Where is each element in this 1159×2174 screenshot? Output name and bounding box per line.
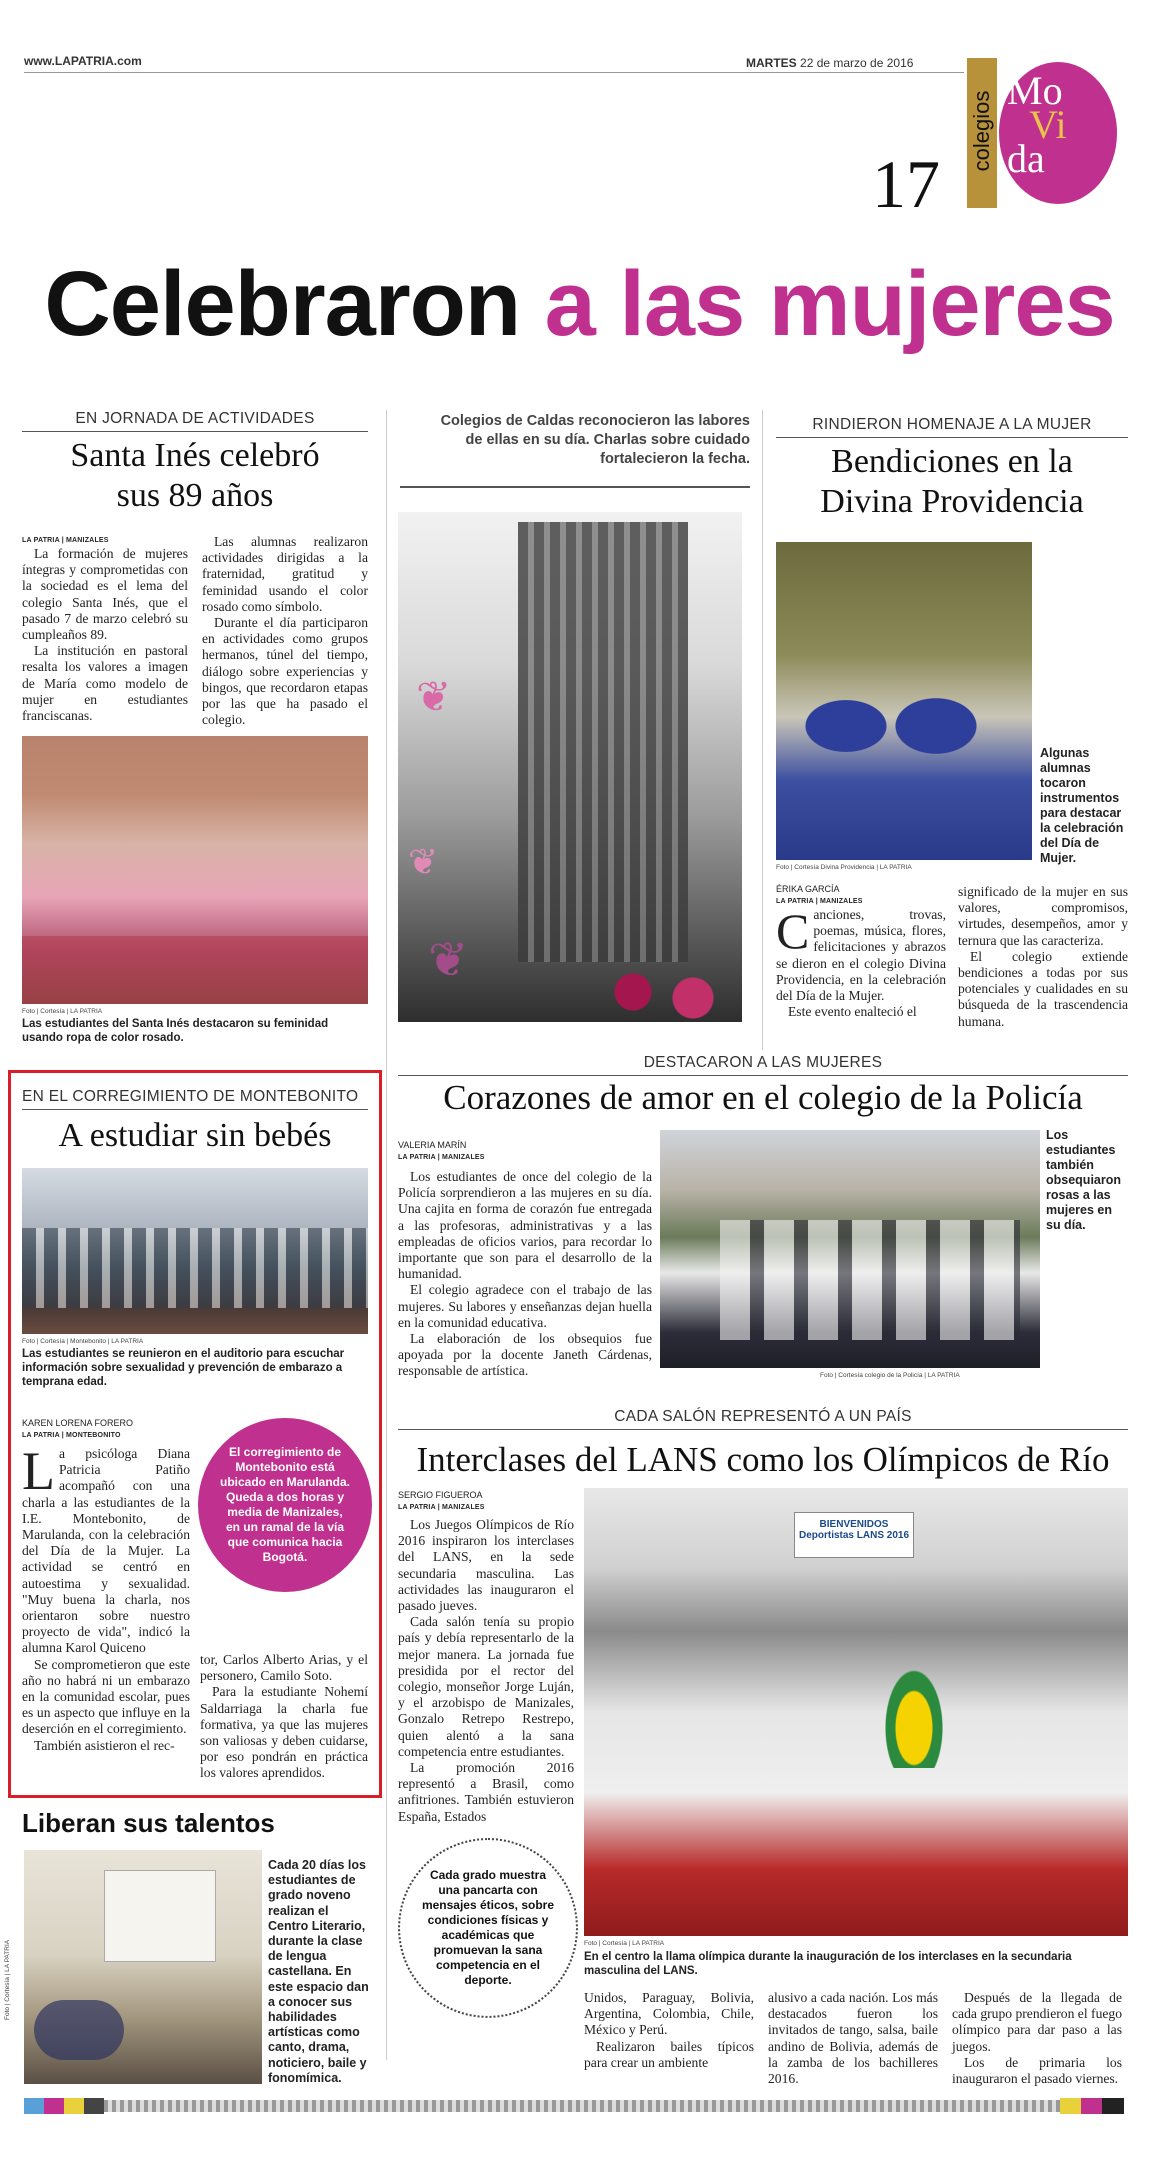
talentos-credit: Foto | Cortesía | LA PATRIA (4, 1939, 11, 2020)
header-rule (24, 72, 964, 73)
montebonito-kicker-rule (22, 1109, 368, 1110)
policia-article (398, 1054, 1128, 1118)
montebonito-headline: A estudiar sin bebés (58, 1117, 332, 1154)
lans-photo (584, 1488, 1128, 1936)
main-title (0, 252, 1159, 356)
montebonito-dropcap: L (22, 1441, 55, 1501)
montebonito-credit: Foto | Cortesía | Montebonito | LA PATRIA (22, 1338, 144, 1345)
providencia-body (776, 884, 1128, 1030)
lans-kicker: CADA SALÓN REPRESENTÓ A UN PAÍS (614, 1408, 912, 1425)
policia-kicker: DESTACARON A LAS MUJERES (643, 1054, 883, 1071)
lans-bottom-col3: Después de la llegada de cada grupo prendieron el fuego olímpico para dar paso a las juegos. Los de primaria los inauguraron el pasado viernes. (952, 1990, 1122, 2087)
footer-swatches-right (1060, 2098, 1124, 2114)
butterfly-icon-2: ❦ (408, 842, 439, 883)
providencia-kicker-rule (776, 437, 1128, 438)
lans-bottom-columns (584, 1990, 1128, 2087)
lans-circle-text: Cada grado muestra una pancarta con mensajes éticos, sobre condiciones físicas y académicas que promuevan la sana competencia en el deporte. (421, 1868, 555, 1987)
photo-board (104, 1870, 216, 1962)
santa-ines-photo (22, 736, 368, 1004)
santa-ines-kicker-rule (22, 431, 368, 432)
date-line (746, 56, 913, 70)
center-intro-rule (400, 486, 750, 488)
policia-col: Los estudiantes de once del colegio de la Policía sorprendieron a las mujeres en su día. Una cajita en forma de corazón fue entregada a las profesoras, administrativas y a las empleadas de oficios varios, para recordar lo importante que son para el desarrollo de la humanidad. El colegio agradece con el trabajo de las mujeres. Su labores y enseñanzas dejan huella en la comunidad educativa. La elaboración de los obsequios fue apoyada por la docente Janeth Cárdenas, responsable de artística. (398, 1169, 652, 1379)
santa-ines-col1: La formación de mujeres íntegras y comprometidas con la sociedad es el lema del colegio Santa Inés, que el pasado 7 de marzo celebró su cumpleaños 89. La institución en pastoral resalta los valores a imagen de María como modelo de mujer en estudiantes franciscanas. (22, 546, 188, 724)
lans-bottom-col2: alusivo a cada nación. Los más destacados fueron los invitados de tango, salsa, baile andino de Bolivia, además de la zamba de los bachilleres 2016. (768, 1990, 938, 2087)
montebonito-circle (198, 1418, 372, 1592)
santa-ines-col2: Las alumnas realizaron actividades dirigidas a la fraternidad, gratitud y feminidad usando el color rosado como símbolo. Durante el día participaron en actividades como grupos hermanos, túnel del tiempo, diálogo sobre experiencias y bingos, que recordaron etapas por las que ha pasado el colegio. (202, 534, 368, 728)
providencia-author: ÉRIKA GARCÍA (776, 884, 840, 894)
montebonito-caption: Las estudiantes se reunieron en el auditorio para escuchar información sobre sexualidad y prevención de embarazo a temprana edad. (22, 1348, 345, 1388)
providencia-photo (776, 542, 1032, 860)
policia-body (398, 1140, 652, 1380)
logo-text: Mo Vi da (1007, 68, 1067, 181)
footer-color-bar (24, 2100, 1124, 2112)
providencia-dropcap: C (776, 903, 810, 959)
lans-author: SERGIO FIGUEROA (398, 1490, 483, 1500)
date-rest: 22 de marzo de 2016 (800, 56, 914, 70)
lans-headline: Interclases del LANS como los Olímpicos de Río (416, 1440, 1110, 1479)
policia-side-caption: Los estudiantes también obsequiaron rosas a las mujeres en su día. (1046, 1128, 1122, 1232)
flowers-decoration (588, 962, 738, 1022)
photo-uniforms (720, 1220, 1020, 1340)
lans-circle (398, 1838, 578, 2018)
montebonito-photo (22, 1168, 368, 1334)
butterfly-icon-3: ❦ (428, 932, 469, 988)
montebonito-circle-text: El corregimiento de Montebonito está ubicado en Marulanda. Queda a dos horas y media de Manizales, en un ramal de la vía que comunica hacia Bogotá. (219, 1445, 351, 1564)
policia-credit: Foto | Cortesía colegio de la Policía | LA PATRIA (820, 1372, 960, 1379)
building-illustration (398, 512, 742, 1022)
photo-floor (22, 936, 368, 1004)
lans-caption: En el centro la llama olímpica durante la inauguración de los interclases en la secundaria masculina del LANS. (584, 1951, 1072, 1977)
santa-ines-caption: Las estudiantes del Santa Inés destacaron su feminidad usando ropa de color rosado. (22, 1018, 329, 1044)
providencia-kicker: RINDIERON HOMENAJE A LA MUJER (812, 416, 1092, 433)
policia-byline: LA PATRIA | MANIZALES (398, 1154, 485, 1161)
santa-ines-headline: Santa Inés celebró sus 89 años (70, 437, 320, 514)
lans-col: Los Juegos Olímpicos de Río 2016 inspiraron los interclases del LANS, en la sede secundaria masculina. Las actividades las inauguraron el pasado jueves. Cada salón tenía su propio país y debía representarlo de la mejor manera. La jornada fue presidida por el rector del colegio, monseñor Jorge Luján, y el arzobispo de Manizales, Gonzalo Retrepo Restrepo, quien alentó a la sana competencia entre estudiantes. La promoción 2016 representó a Brasil, como anfitriones. También estuvieron España, Estados (398, 1517, 574, 1824)
policia-kicker-rule (398, 1075, 1128, 1076)
talentos-headline: Liberan sus talentos (22, 1808, 275, 1838)
lans-banner: BIENVENIDOS Deportistas LANS 2016 (794, 1512, 914, 1558)
santa-ines-byline: LA PATRIA | MANIZALES (22, 537, 109, 544)
providencia-side-caption: Algunas alumnas tocaron instrumentos para destacar la celebración del Día de Mujer. (1040, 746, 1124, 865)
lans-byline: LA PATRIA | MANIZALES (398, 1504, 485, 1511)
photo-figures (796, 662, 996, 822)
providencia-byline: LA PATRIA | MANIZALES (776, 898, 863, 905)
lans-body (398, 1490, 574, 1825)
page-number: 17 (872, 146, 940, 222)
main-title-part1: Celebraron (44, 253, 521, 355)
montebonito-author: KAREN LORENA FORERO (22, 1418, 134, 1428)
column-rule-1 (386, 410, 387, 2060)
lans-kicker-rule (398, 1429, 1128, 1430)
providencia-col2: significado de la mujer en sus valores, compromisos, virtudes, desempeños, amor y ternura que las caracteriza. El colegio extiende bendiciones a todas por sus potenciales y cualidades en su búsqueda de la trascendencia humana. (958, 884, 1128, 1029)
providencia-headline: Bendiciones en la Divina Providencia (820, 443, 1084, 520)
olympic-flame (884, 1668, 944, 1768)
providencia-article (776, 416, 1128, 522)
center-intro: Colegios de Caldas reconocieron las labores de ellas en su día. Charlas sobre cuidado fortalecieron la fecha. (440, 413, 750, 467)
lans-article (398, 1408, 1128, 1480)
date-day: MARTES (746, 56, 797, 70)
providencia-credit: Foto | Cortesía Divina Providencia | LA PATRIA (776, 864, 912, 871)
butterfly-icon: ❦ (416, 672, 452, 721)
montebonito-article (22, 1088, 368, 1156)
policia-author: VALERIA MARÍN (398, 1140, 467, 1150)
policia-photo (660, 1130, 1040, 1368)
providencia-col1: Canciones, trovas, poemas, música, flores, felicitaciones y abrazos se dieron en el colegio Divina Providencia, en la celebración del Día de la Mujer. Este evento enalteció el (776, 903, 946, 1020)
lans-credit: Foto | Cortesía | LA PATRIA (584, 1940, 665, 1947)
talentos-photo (24, 1850, 262, 2084)
site-url: www.LAPATRIA.com (24, 54, 142, 68)
movida-logo (967, 58, 1117, 208)
policia-headline: Corazones de amor en el colegio de la Policía (443, 1078, 1083, 1117)
photo-seats (22, 1228, 368, 1308)
talentos-side-caption: Cada 20 días los estudiantes de grado noveno realizan el Centro Literario, durante la clase de lengua castellana. En este espacio dan a conocer sus habilidades artísticas como canto, drama, noticiero, baile y fonomímica. (268, 1858, 369, 2085)
santa-ines-credit: Foto | Cortesía | LA PATRIA (22, 1008, 103, 1015)
lans-bottom-col1: Unidos, Paraguay, Bolivia, Argentina, Colombia, Chile, México y Perú. Realizaron bailes típicos para crear un ambiente (584, 1990, 754, 2070)
montebonito-byline: LA PATRIA | MONTEBONITO (22, 1432, 121, 1439)
santa-ines-article (22, 410, 368, 728)
column-rule-2 (762, 410, 763, 1050)
main-title-part2: a las mujeres (544, 253, 1115, 355)
montebonito-col2: tor, Carlos Alberto Arias, y el personero, Camilo Soto. Para la estudiante Nohemí Saldarriaga la charla fue formativa, ya que las mujeres son valiosas y deben cuidarse, por eso pondrán en práctica los valores aprendidos. (200, 1652, 368, 1781)
montebonito-kicker: EN EL CORREGIMIENTO DE MONTEBONITO (22, 1088, 359, 1105)
logo-colegios: colegios (969, 90, 994, 172)
santa-ines-kicker: EN JORNADA DE ACTIVIDADES (75, 410, 315, 427)
building-shape (518, 522, 688, 962)
footer-swatches-left (24, 2098, 104, 2114)
montebonito-col1: La psicóloga Diana Patricia Patiño acompañó con una charla a las estudiantes de la I.E. Montebonito, de Marulanda, con la celebración del Día de la Mujer. La actividad se centró en autoestima y sexualidad. "Muy buena la charla, nos orientaron sobre nuestro proyecto de vida", indicó la alumna Karol Quiceno Se comprometieron que este año no habrá ni un embarazo en la comunidad escolar, pues es un aspecto que influye en la deserción en el corregimiento. También asistieron el rec- (22, 1441, 190, 1753)
photo-figure (34, 2000, 124, 2060)
